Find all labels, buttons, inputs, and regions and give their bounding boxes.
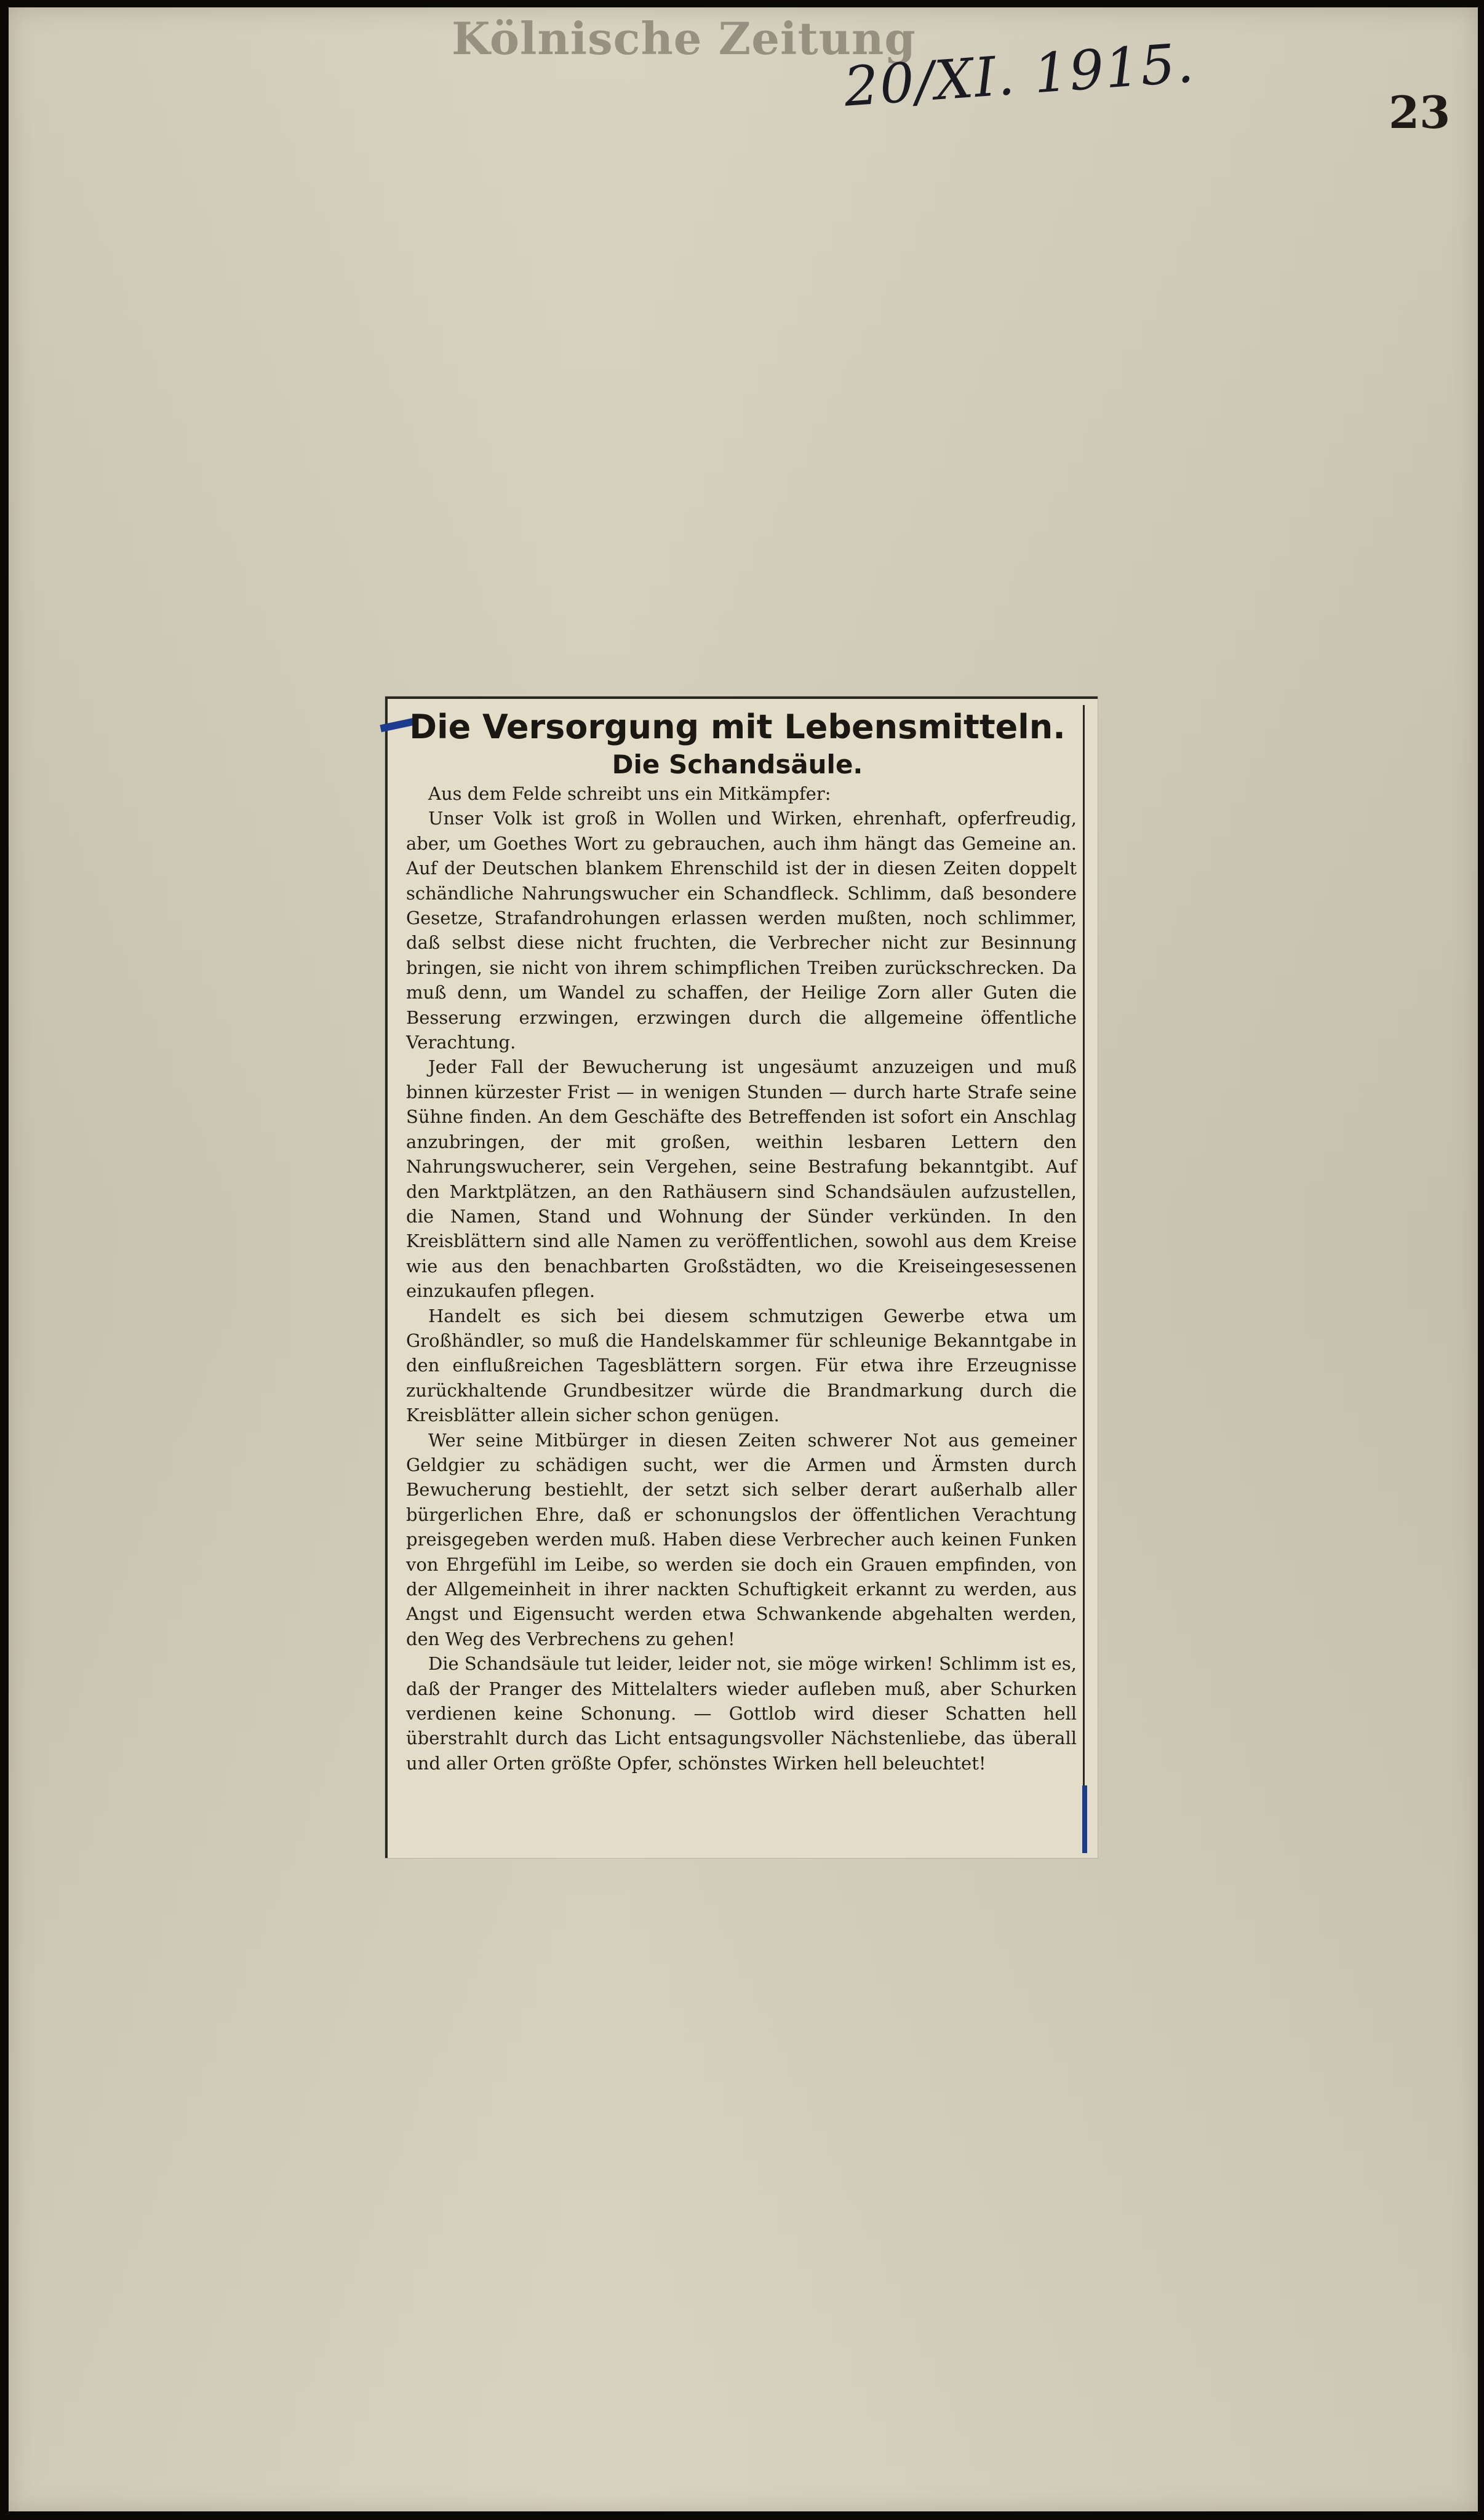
clipping-left-rule [385, 696, 388, 1858]
article-paragraph-intro: Aus dem Felde schreibt uns ein Mitkämpfer: [428, 783, 831, 804]
article-paragraph: Unser Volk ist groß in Wollen und Wirken, ehrenhaft, opferfreudig, aber, um Goethes Wort zu gebrauchen, auch ihm hängt das Gemeine an. Auf der Deutschen blankem Ehrenschild ist der in diesen Zeiten doppelt schändliche Nahrungswucher ein Schandfleck. Schlimm, daß besondere Gesetze, Strafandrohungen erlassen werden mußten, noch schlimmer, daß selbst diese nicht fruchten, die Verbrecher nicht zur Besinnung bringen, sie nicht von ihrem schimpflichen Treiben zurückschrecken. Da muß denn, um Wandel zu schaffen, der Heilige Zorn aller Guten die Besserung erzwingen, erzwingen durch die allgemeine öffentliche Verachtung. [406, 808, 1077, 1053]
archive-sheet [9, 7, 1478, 2511]
article-paragraph: Handelt es sich bei diesem schmutzigen Gewerbe etwa um Großhändler, so muß die Handelskammer für schleunige Bekanntgabe in den einflußreichen Tagesblättern sorgen. Für etwa ihre Erzeugnisse zurückhaltende Grundbesitzer würde die Brandmarkung durch die Kreisblätter allein sicher schon genügen. [406, 1305, 1077, 1426]
newspaper-clipping [385, 696, 1098, 1858]
clipping-right-rule [1083, 705, 1085, 1847]
article-subheadline: Die Schandsäule. [612, 749, 863, 780]
blue-pencil-mark-bottom [1082, 1785, 1087, 1853]
article-headline: Die Versorgung mit Lebensmitteln. [409, 708, 1066, 746]
article-paragraph: Wer seine Mitbürger in diesen Zeiten schwerer Not aus gemeiner Geldgier zu schädigen sucht, wer die Armen und Ärmsten durch Bewucherung bestiehlt, der setzt sich selber derart außerhalb aller bürgerlichen Ehre, daß er schonungslos der öffentlichen Verachtung preisgegeben werden muß. Haben diese Verbrecher auch keinen Funken von Ehrgefühl im Leibe, so werden sie doch ein Grauen empfinden, von der Allgemeinheit in ihrer nackten Schuftigkeit erkannt zu werden, aus Angst und Eigensucht werden etwa Schwankende abgehalten werden, den Weg des Verbrechens zu gehen! [406, 1429, 1077, 1649]
newspaper-stamp: Kölnische Zeitung [452, 12, 916, 65]
page-number: 23 [1389, 86, 1451, 138]
clipping-top-rule [385, 696, 1098, 699]
article-body [406, 781, 1077, 1776]
handwritten-date: 20/XI. 1915. [842, 31, 1197, 119]
article-paragraph: Die Schandsäule tut leider, leider not, sie möge wirken! Schlimm ist es, daß der Pranger des Mittelalters wieder aufleben muß, aber Schurken verdienen keine Schonung. — Gottlob wird dieser Schatten hell überstrahlt durch das Licht entsagungsvoller Nächstenliebe, das überall und aller Orten größte Opfer, schönstes Wirken hell beleuchtet! [406, 1653, 1077, 1774]
article-paragraph: Jeder Fall der Bewucherung ist ungesäumt anzuzeigen und muß binnen kürzester Frist — in wenigen Stunden — durch harte Strafe seine Sühne finden. An dem Geschäfte des Betreffenden ist sofort ein Anschlag anzubringen, der mit großen, weithin lesbaren Lettern den Nahrungswucherer, sein Vergehen, seine Bestrafung bekanntgibt. Auf den Marktplätzen, an den Rathäusern sind Schandsäulen aufzustellen, die Namen, Stand und Wohnung der Sünder verkünden. In den Kreisblättern sind alle Namen zu veröffentlichen, sowohl aus dem Kreise wie aus den benachbarten Großstädten, wo die Kreiseingesessenen einzukaufen pflegen. [406, 1056, 1077, 1302]
